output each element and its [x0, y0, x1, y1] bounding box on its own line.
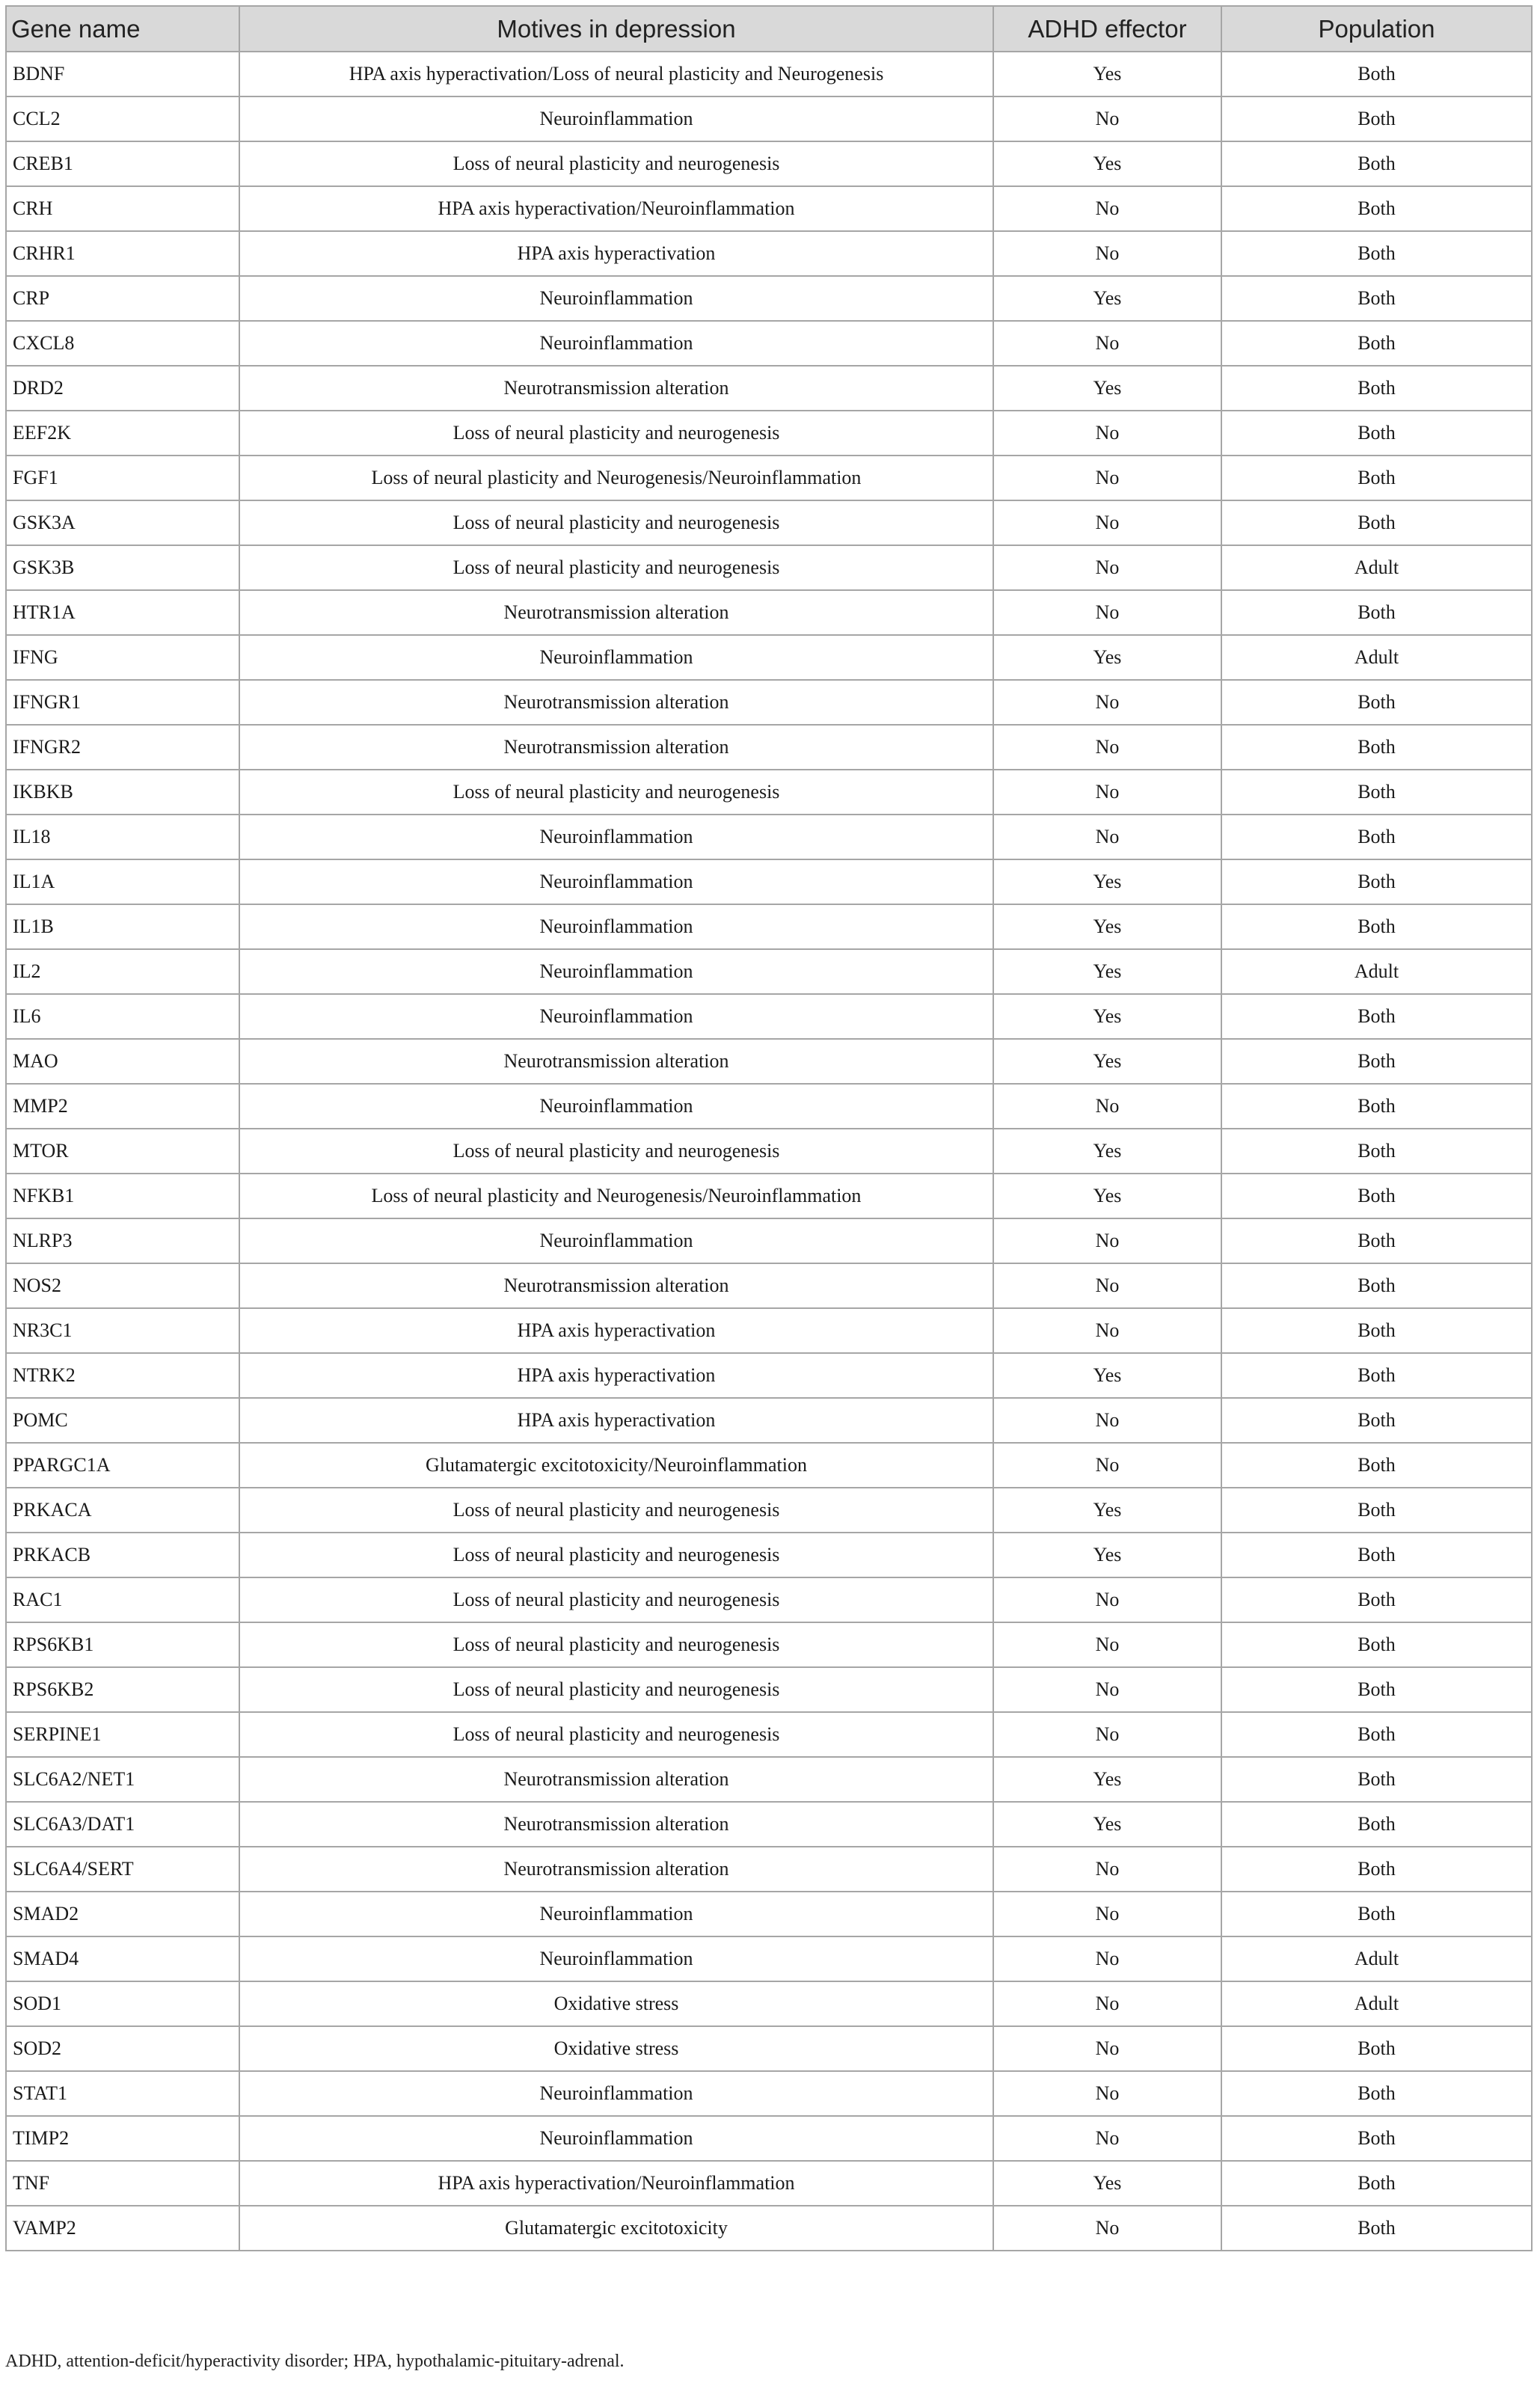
motive-cell: Neuroinflammation: [239, 859, 993, 904]
table-row: [6, 1936, 1532, 1981]
gene-name-cell: RPS6KB2: [6, 1667, 239, 1712]
motive-cell: Loss of neural plasticity and Neurogenesis/Neuroinflammation: [239, 456, 993, 500]
population-cell: Both: [1221, 276, 1532, 321]
gene-name-cell: MMP2: [6, 1084, 239, 1129]
population-cell: Both: [1221, 2116, 1532, 2161]
table-row: [6, 1622, 1532, 1667]
adhd-effector-cell: Yes: [993, 366, 1221, 411]
gene-name-cell: IL6: [6, 994, 239, 1039]
gene-name-cell: VAMP2: [6, 2206, 239, 2251]
gene-name-cell: HTR1A: [6, 590, 239, 635]
table-row: [6, 949, 1532, 994]
adhd-effector-cell: No: [993, 1398, 1221, 1443]
population-cell: Both: [1221, 859, 1532, 904]
table-row: [6, 1757, 1532, 1802]
adhd-effector-cell: No: [993, 2206, 1221, 2251]
gene-name-cell: CRP: [6, 276, 239, 321]
adhd-effector-cell: Yes: [993, 635, 1221, 680]
population-cell: Both: [1221, 1263, 1532, 1308]
gene-name-cell: CREB1: [6, 141, 239, 186]
table-row: [6, 231, 1532, 276]
population-cell: Adult: [1221, 545, 1532, 590]
gene-name-cell: SLC6A3/DAT1: [6, 1802, 239, 1847]
adhd-effector-cell: No: [993, 321, 1221, 366]
population-cell: Both: [1221, 1802, 1532, 1847]
population-cell: Both: [1221, 1039, 1532, 1084]
motive-cell: Neurotransmission alteration: [239, 680, 993, 725]
table-row: [6, 52, 1532, 96]
table-row: [6, 1488, 1532, 1533]
table-row: [6, 186, 1532, 231]
table-row: [6, 680, 1532, 725]
gene-name-cell: SMAD4: [6, 1936, 239, 1981]
adhd-effector-cell: No: [993, 500, 1221, 545]
adhd-effector-cell: Yes: [993, 1533, 1221, 1577]
gene-name-cell: SMAD2: [6, 1892, 239, 1936]
table-row: [6, 141, 1532, 186]
header-motives: Motives in depression: [239, 6, 993, 52]
population-cell: Both: [1221, 680, 1532, 725]
motive-cell: Neuroinflammation: [239, 635, 993, 680]
gene-name-cell: CRH: [6, 186, 239, 231]
gene-name-cell: NLRP3: [6, 1218, 239, 1263]
population-cell: Adult: [1221, 949, 1532, 994]
motive-cell: Neurotransmission alteration: [239, 590, 993, 635]
motive-cell: Loss of neural plasticity and neurogenesis: [239, 411, 993, 456]
gene-name-cell: BDNF: [6, 52, 239, 96]
motive-cell: Neurotransmission alteration: [239, 366, 993, 411]
motive-cell: Neuroinflammation: [239, 904, 993, 949]
table-row: [6, 1263, 1532, 1308]
adhd-effector-cell: Yes: [993, 52, 1221, 96]
population-cell: Both: [1221, 815, 1532, 859]
adhd-effector-cell: No: [993, 770, 1221, 815]
adhd-effector-cell: No: [993, 1667, 1221, 1712]
motive-cell: Oxidative stress: [239, 1981, 993, 2026]
adhd-effector-cell: No: [993, 1084, 1221, 1129]
motive-cell: Neurotransmission alteration: [239, 1039, 993, 1084]
adhd-effector-cell: No: [993, 231, 1221, 276]
gene-name-cell: IKBKB: [6, 770, 239, 815]
adhd-effector-cell: Yes: [993, 994, 1221, 1039]
table-row: [6, 1847, 1532, 1892]
gene-name-cell: NTRK2: [6, 1353, 239, 1398]
table-row: [6, 2206, 1532, 2251]
motive-cell: Neuroinflammation: [239, 2116, 993, 2161]
gene-name-cell: PPARGC1A: [6, 1443, 239, 1488]
table-row: [6, 1667, 1532, 1712]
adhd-effector-cell: No: [993, 1263, 1221, 1308]
population-cell: Both: [1221, 141, 1532, 186]
table-row: [6, 1533, 1532, 1577]
motive-cell: HPA axis hyperactivation/Neuroinflammation: [239, 2161, 993, 2206]
population-cell: Both: [1221, 1892, 1532, 1936]
gene-name-cell: RAC1: [6, 1577, 239, 1622]
adhd-effector-cell: No: [993, 1936, 1221, 1981]
table-row: [6, 1443, 1532, 1488]
motive-cell: Loss of neural plasticity and neurogenesis: [239, 1577, 993, 1622]
motive-cell: HPA axis hyperactivation: [239, 231, 993, 276]
table-row: [6, 590, 1532, 635]
gene-name-cell: CRHR1: [6, 231, 239, 276]
motive-cell: HPA axis hyperactivation/Neuroinflammation: [239, 186, 993, 231]
population-cell: Both: [1221, 1577, 1532, 1622]
gene-name-cell: IL2: [6, 949, 239, 994]
motive-cell: Neuroinflammation: [239, 1892, 993, 1936]
motive-cell: Neuroinflammation: [239, 1936, 993, 1981]
gene-name-cell: POMC: [6, 1398, 239, 1443]
gene-name-cell: SLC6A2/NET1: [6, 1757, 239, 1802]
gene-name-cell: SOD1: [6, 1981, 239, 2026]
gene-name-cell: NOS2: [6, 1263, 239, 1308]
table-row: [6, 276, 1532, 321]
adhd-effector-cell: No: [993, 2071, 1221, 2116]
gene-name-cell: GSK3A: [6, 500, 239, 545]
gene-name-cell: CXCL8: [6, 321, 239, 366]
motive-cell: Neuroinflammation: [239, 815, 993, 859]
adhd-effector-cell: Yes: [993, 1353, 1221, 1398]
table-footnote: ADHD, attention-deficit/hyperactivity disorder; HPA, hypothalamic-pituitary-adrenal.: [5, 2352, 625, 2371]
table-row: [6, 725, 1532, 770]
gene-name-cell: MTOR: [6, 1129, 239, 1174]
gene-name-cell: IL1B: [6, 904, 239, 949]
population-cell: Adult: [1221, 635, 1532, 680]
table-row: [6, 2161, 1532, 2206]
table-row: [6, 1712, 1532, 1757]
table-row: [6, 545, 1532, 590]
table-row: [6, 1892, 1532, 1936]
motive-cell: Loss of neural plasticity and neurogenesis: [239, 1129, 993, 1174]
motive-cell: Loss of neural plasticity and neurogenesis: [239, 1622, 993, 1667]
gene-name-cell: IFNGR2: [6, 725, 239, 770]
gene-name-cell: TIMP2: [6, 2116, 239, 2161]
gene-table: [5, 5, 1533, 2251]
adhd-effector-cell: Yes: [993, 1039, 1221, 1084]
motive-cell: HPA axis hyperactivation: [239, 1398, 993, 1443]
motive-cell: Loss of neural plasticity and neurogenesis: [239, 1667, 993, 1712]
header-population: Population: [1221, 6, 1532, 52]
adhd-effector-cell: No: [993, 815, 1221, 859]
table-row: [6, 2116, 1532, 2161]
motive-cell: Neuroinflammation: [239, 949, 993, 994]
adhd-effector-cell: No: [993, 1308, 1221, 1353]
table-row: [6, 1129, 1532, 1174]
adhd-effector-cell: Yes: [993, 1488, 1221, 1533]
motive-cell: Loss of neural plasticity and neurogenesis: [239, 1488, 993, 1533]
population-cell: Both: [1221, 52, 1532, 96]
adhd-effector-cell: Yes: [993, 949, 1221, 994]
gene-name-cell: RPS6KB1: [6, 1622, 239, 1667]
gene-name-cell: DRD2: [6, 366, 239, 411]
motive-cell: Neurotransmission alteration: [239, 1757, 993, 1802]
population-cell: Both: [1221, 500, 1532, 545]
motive-cell: Neurotransmission alteration: [239, 725, 993, 770]
population-cell: Adult: [1221, 1981, 1532, 2026]
population-cell: Both: [1221, 1443, 1532, 1488]
motive-cell: HPA axis hyperactivation/Loss of neural plasticity and Neurogenesis: [239, 52, 993, 96]
table-header: [6, 6, 1532, 52]
motive-cell: Neuroinflammation: [239, 2071, 993, 2116]
adhd-effector-cell: Yes: [993, 904, 1221, 949]
table-row: [6, 994, 1532, 1039]
adhd-effector-cell: No: [993, 1443, 1221, 1488]
header-row: [6, 6, 1532, 52]
table-row: [6, 366, 1532, 411]
adhd-effector-cell: Yes: [993, 141, 1221, 186]
table-row: [6, 411, 1532, 456]
gene-name-cell: NFKB1: [6, 1174, 239, 1218]
population-cell: Both: [1221, 1488, 1532, 1533]
gene-name-cell: NR3C1: [6, 1308, 239, 1353]
population-cell: Both: [1221, 366, 1532, 411]
table-row: [6, 321, 1532, 366]
table-row: [6, 859, 1532, 904]
motive-cell: Glutamatergic excitotoxicity/Neuroinflammation: [239, 1443, 993, 1488]
motive-cell: Loss of neural plasticity and neurogenesis: [239, 141, 993, 186]
gene-name-cell: IL1A: [6, 859, 239, 904]
population-cell: Both: [1221, 1218, 1532, 1263]
gene-name-cell: PRKACB: [6, 1533, 239, 1577]
table-row: [6, 500, 1532, 545]
population-cell: Both: [1221, 1847, 1532, 1892]
population-cell: Both: [1221, 2026, 1532, 2071]
motive-cell: Loss of neural plasticity and neurogenesis: [239, 1533, 993, 1577]
adhd-effector-cell: No: [993, 1218, 1221, 1263]
table-row: [6, 1218, 1532, 1263]
table-row: [6, 1577, 1532, 1622]
population-cell: Both: [1221, 321, 1532, 366]
population-cell: Both: [1221, 1667, 1532, 1712]
population-cell: Both: [1221, 1533, 1532, 1577]
population-cell: Both: [1221, 2161, 1532, 2206]
adhd-effector-cell: No: [993, 2116, 1221, 2161]
header-adhd-effector: ADHD effector: [993, 6, 1221, 52]
population-cell: Both: [1221, 725, 1532, 770]
population-cell: Both: [1221, 411, 1532, 456]
population-cell: Both: [1221, 1622, 1532, 1667]
gene-name-cell: STAT1: [6, 2071, 239, 2116]
motive-cell: Oxidative stress: [239, 2026, 993, 2071]
gene-name-cell: CCL2: [6, 96, 239, 141]
gene-name-cell: TNF: [6, 2161, 239, 2206]
gene-name-cell: GSK3B: [6, 545, 239, 590]
adhd-effector-cell: No: [993, 590, 1221, 635]
motive-cell: Neuroinflammation: [239, 994, 993, 1039]
adhd-effector-cell: Yes: [993, 1802, 1221, 1847]
table-row: [6, 1084, 1532, 1129]
table-row: [6, 456, 1532, 500]
gene-name-cell: FGF1: [6, 456, 239, 500]
adhd-effector-cell: No: [993, 1892, 1221, 1936]
motive-cell: Loss of neural plasticity and neurogenesis: [239, 545, 993, 590]
table-row: [6, 1039, 1532, 1084]
table-row: [6, 2026, 1532, 2071]
population-cell: Both: [1221, 1353, 1532, 1398]
population-cell: Both: [1221, 1129, 1532, 1174]
population-cell: Both: [1221, 1712, 1532, 1757]
motive-cell: Loss of neural plasticity and neurogenesis: [239, 770, 993, 815]
table-row: [6, 2071, 1532, 2116]
table-row: [6, 904, 1532, 949]
motive-cell: Neurotransmission alteration: [239, 1263, 993, 1308]
adhd-effector-cell: No: [993, 186, 1221, 231]
motive-cell: Loss of neural plasticity and neurogenesis: [239, 500, 993, 545]
gene-name-cell: MAO: [6, 1039, 239, 1084]
population-cell: Both: [1221, 770, 1532, 815]
adhd-effector-cell: Yes: [993, 276, 1221, 321]
table-row: [6, 1802, 1532, 1847]
adhd-effector-cell: No: [993, 1981, 1221, 2026]
motive-cell: HPA axis hyperactivation: [239, 1353, 993, 1398]
population-cell: Both: [1221, 1174, 1532, 1218]
adhd-effector-cell: No: [993, 411, 1221, 456]
table-row: [6, 770, 1532, 815]
adhd-effector-cell: Yes: [993, 859, 1221, 904]
gene-name-cell: IL18: [6, 815, 239, 859]
population-cell: Both: [1221, 994, 1532, 1039]
adhd-effector-cell: Yes: [993, 1757, 1221, 1802]
population-cell: Both: [1221, 1398, 1532, 1443]
adhd-effector-cell: No: [993, 456, 1221, 500]
gene-name-cell: SOD2: [6, 2026, 239, 2071]
adhd-effector-cell: Yes: [993, 1174, 1221, 1218]
table-row: [6, 1308, 1532, 1353]
gene-name-cell: IFNG: [6, 635, 239, 680]
motive-cell: Neuroinflammation: [239, 321, 993, 366]
motive-cell: Neuroinflammation: [239, 1218, 993, 1263]
table-row: [6, 1398, 1532, 1443]
gene-name-cell: EEF2K: [6, 411, 239, 456]
table-row: [6, 1353, 1532, 1398]
gene-name-cell: SLC6A4/SERT: [6, 1847, 239, 1892]
gene-name-cell: SERPINE1: [6, 1712, 239, 1757]
adhd-effector-cell: Yes: [993, 2161, 1221, 2206]
population-cell: Both: [1221, 590, 1532, 635]
adhd-effector-cell: No: [993, 545, 1221, 590]
adhd-effector-cell: No: [993, 725, 1221, 770]
population-cell: Both: [1221, 2206, 1532, 2251]
population-cell: Both: [1221, 2071, 1532, 2116]
population-cell: Both: [1221, 1308, 1532, 1353]
adhd-effector-cell: No: [993, 1577, 1221, 1622]
gene-name-cell: IFNGR1: [6, 680, 239, 725]
table-row: [6, 1981, 1532, 2026]
population-cell: Both: [1221, 456, 1532, 500]
table-body: [6, 52, 1532, 2251]
motive-cell: Loss of neural plasticity and neurogenesis: [239, 1712, 993, 1757]
header-gene-name: Gene name: [6, 6, 239, 52]
adhd-effector-cell: Yes: [993, 1129, 1221, 1174]
population-cell: Both: [1221, 96, 1532, 141]
population-cell: Adult: [1221, 1936, 1532, 1981]
adhd-effector-cell: No: [993, 96, 1221, 141]
table-row: [6, 635, 1532, 680]
motive-cell: Loss of neural plasticity and Neurogenesis/Neuroinflammation: [239, 1174, 993, 1218]
adhd-effector-cell: No: [993, 1712, 1221, 1757]
table-row: [6, 1174, 1532, 1218]
gene-name-cell: PRKACA: [6, 1488, 239, 1533]
population-cell: Both: [1221, 1084, 1532, 1129]
table-row: [6, 96, 1532, 141]
motive-cell: Neurotransmission alteration: [239, 1802, 993, 1847]
adhd-effector-cell: No: [993, 2026, 1221, 2071]
motive-cell: Glutamatergic excitotoxicity: [239, 2206, 993, 2251]
adhd-effector-cell: No: [993, 1847, 1221, 1892]
motive-cell: Neuroinflammation: [239, 96, 993, 141]
adhd-effector-cell: No: [993, 680, 1221, 725]
population-cell: Both: [1221, 904, 1532, 949]
motive-cell: Neurotransmission alteration: [239, 1847, 993, 1892]
adhd-effector-cell: No: [993, 1622, 1221, 1667]
motive-cell: Neuroinflammation: [239, 1084, 993, 1129]
table-row: [6, 815, 1532, 859]
motive-cell: Neuroinflammation: [239, 276, 993, 321]
population-cell: Both: [1221, 186, 1532, 231]
population-cell: Both: [1221, 231, 1532, 276]
motive-cell: HPA axis hyperactivation: [239, 1308, 993, 1353]
population-cell: Both: [1221, 1757, 1532, 1802]
